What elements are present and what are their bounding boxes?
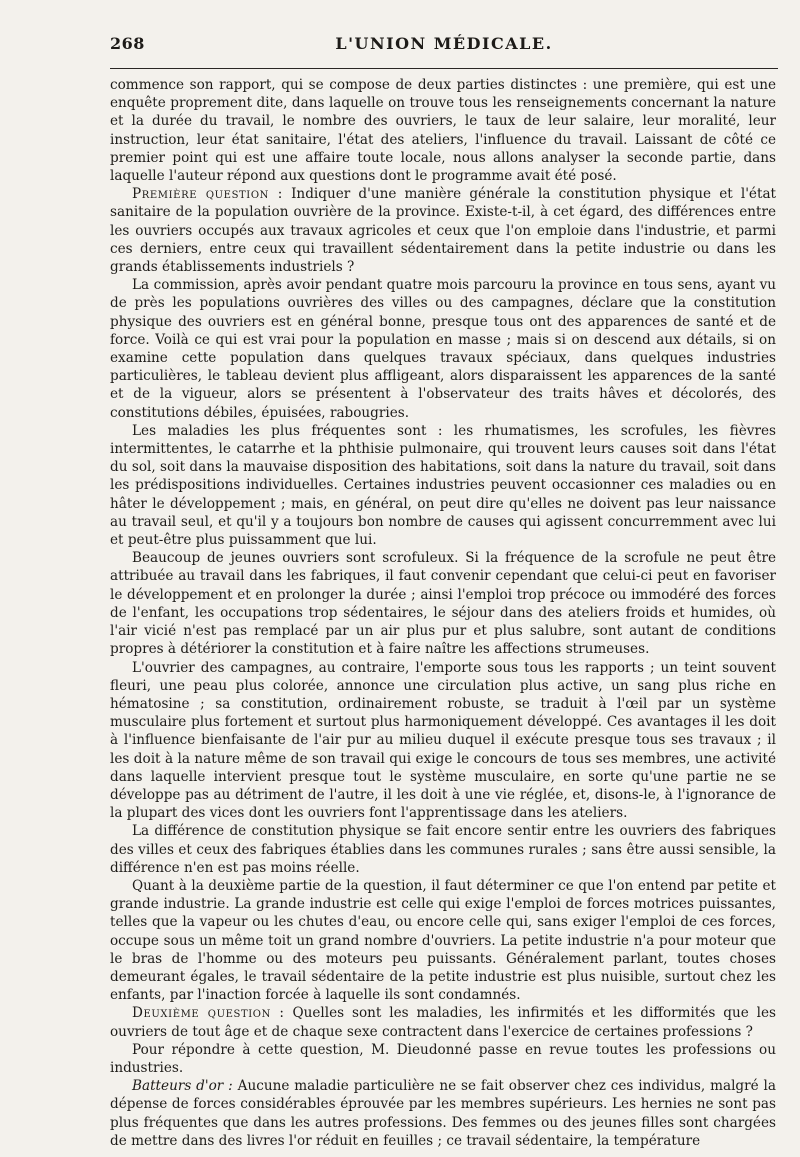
paragraph [110, 185, 776, 276]
header-rule [110, 68, 778, 69]
paragraph-text: Les maladies les plus fréquentes sont : les rhumatismes, les scrofules, les fièvres intermittentes, le catarrhe et la phthisie pulmonaire, qui trouvent leurs causes soit dans l'état du sol, soit dans la mauvaise disposition des habitations, soit dans la nature du travail, soit dans les prédispositions individuelles. Certaines industries peuvent occasionner ces maladies ou en hâter le développement ; mais, en général, on peut dire qu'elles ne doivent pas leur naissance au travail seul, et qu'il y a toujours bon nombre de causes qui agissent concurremment avec lui et peut-être plus puissamment que lui. [110, 422, 776, 549]
paragraph-text: Quant à la deuxième partie de la question, il faut déterminer ce que l'on entend par petite et grande industrie. La grande industrie est celle qui exige l'emploi de forces motrices puissantes, telles que la vapeur ou les chutes d'eau, ou encore celle qui, sans exiger l'emploi de ces forces, occupe sous un même toit un grand nombre d'ouvriers. La petite industrie n'a pour moteur que le bras de l'homme ou des moteurs peu puissants. Généralement parlant, toutes choses demeurant égales, le travail sédentaire de la petite industrie est plus nuisible, surtout chez les enfants, par l'inaction forcée à laquelle ils sont condamnés. [110, 877, 776, 1004]
paragraph [110, 422, 776, 549]
paragraph-text: Aucune maladie particulière ne se fait observer chez ces individus, malgré la dépense de forces considérables éprouvée par les membres supérieurs. Les hernies ne sont pas plus fréquentes que dans les autres professions. Des femmes ou des jeunes filles sont chargées de mettre dans des livres l'or réduit en feuilles ; ce travail sédentaire, la température [110, 1078, 776, 1149]
page-number: 268 [110, 34, 145, 53]
paragraph-text: L'ouvrier des campagnes, au contraire, l'emporte sous tous les rapports ; un teint souvent fleuri, une peau plus colorée, annonce une circulation plus active, un sang plus riche en hématosine ; sa constitution, ordinairement robuste, se traduit à l'œil par un système musculaire plus fortement et surtout plus harmoniquement développé. Ces avantages il les doit à l'influence bienfaisante de l'air pur au milieu duquel il exécute presque tous ses travaux ; il les doit à la nature même de son travail qui exige le concours de tous ses membres, une activité dans laquelle intervient presque tout le système musculaire, en sorte qu'une partie ne se développe pas au détriment de l'autre, il les doit à une vie réglée, et, disons-le, à l'ignorance de la plupart des vices dont les ouvriers font l'apprentissage dans les ateliers. [110, 659, 776, 822]
paragraph-text: commence son rapport, qui se compose de deux parties distinctes : une première, qui est une enquête proprement dite, dans laquelle on trouve tous les renseignements concernant la nature et la durée du travail, le nombre des ouvriers, le taux de leur salaire, leur moralité, leur instruction, leur état sanitaire, l'état des ateliers, l'influence du travail. Laissant de côté ce premier point qui est une affaire toute locale, nous allons analyser la seconde partie, dans laquelle l'auteur répond aux questions dont le programme avait été posé. [110, 77, 776, 185]
paragraph [110, 1077, 776, 1150]
paragraph-text: Quelles sont les maladies, les infirmités et les difformités que les ouvriers de tout âge et de chaque sexe contractent dans l'exercice de certaines professions ? [110, 1005, 776, 1040]
paragraph [110, 1004, 776, 1040]
paragraph-text: Pour répondre à cette question, M. Dieudonné passe en revue toutes les professions ou industries. [110, 1041, 776, 1076]
page-header [110, 34, 778, 56]
paragraph [110, 822, 776, 877]
paragraph [110, 877, 776, 1004]
question-heading: Deuxième question : [132, 1005, 285, 1022]
paragraph [110, 1041, 776, 1077]
article-body [110, 76, 776, 1150]
paragraph [110, 276, 776, 422]
paragraph [110, 659, 776, 823]
paragraph-text: Indiquer d'une manière générale la constitution physique et l'état sanitaire de la population ouvrière de la province. Existe-t-il, à cet égard, des différences entre les ouvriers occupés aux travaux agricoles et ceux que l'on emploie dans l'industrie, et parmi ces derniers, entre ceux qui travaillent sédentairement dans la petite industrie ou dans les grands établissements industriels ? [110, 186, 777, 276]
paragraph [110, 76, 776, 185]
profession-heading: Batteurs d'or : [132, 1078, 233, 1095]
paragraph-text: La commission, après avoir pendant quatre mois parcouru la province en tous sens, ayant vu de près les populations ouvrières des villes ou des campagnes, déclare que la constitution physique des ouvriers est en général bonne, presque tous ont des apparences de santé et de force. Voilà ce qui est vrai pour la population en masse ; mais si on descend aux détails, si on examine cette population dans quelques travaux spéciaux, dans quelques industries particulières, le tableau devient plus affligeant, alors disparaissent les apparences de la santé et de la vigueur, alors se présentent à l'observateur des traits hâves et décolorés, des constitutions débiles, épuisées, rabougries. [110, 277, 776, 421]
paragraph [110, 549, 776, 658]
question-heading: Première question : [132, 186, 283, 203]
paragraph-text: Beaucoup de jeunes ouvriers sont scrofuleux. Si la fréquence de la scrofule ne peut être attribuée au travail dans les fabriques, il faut convenir cependant que celui-ci peut en favoriser le développement et en prolonger la durée ; ainsi l'emploi trop précoce ou immodéré des forces de l'enfant, les occupations trop sédentaires, le séjour dans des ateliers froids et humides, où l'air vicié n'est pas remplacé par un air plus pur et plus salubre, sont autant de conditions propres à détériorer la constitution et à faire naître les affections strumeuses. [110, 550, 776, 658]
paragraph-text: La différence de constitution physique se fait encore sentir entre les ouvriers des fabriques des villes et ceux des fabriques établies dans les communes rurales ; sans être aussi sensible, la différence n'en est pas moins réelle. [110, 823, 776, 876]
running-title: L'UNION MÉDICALE. [335, 34, 553, 53]
